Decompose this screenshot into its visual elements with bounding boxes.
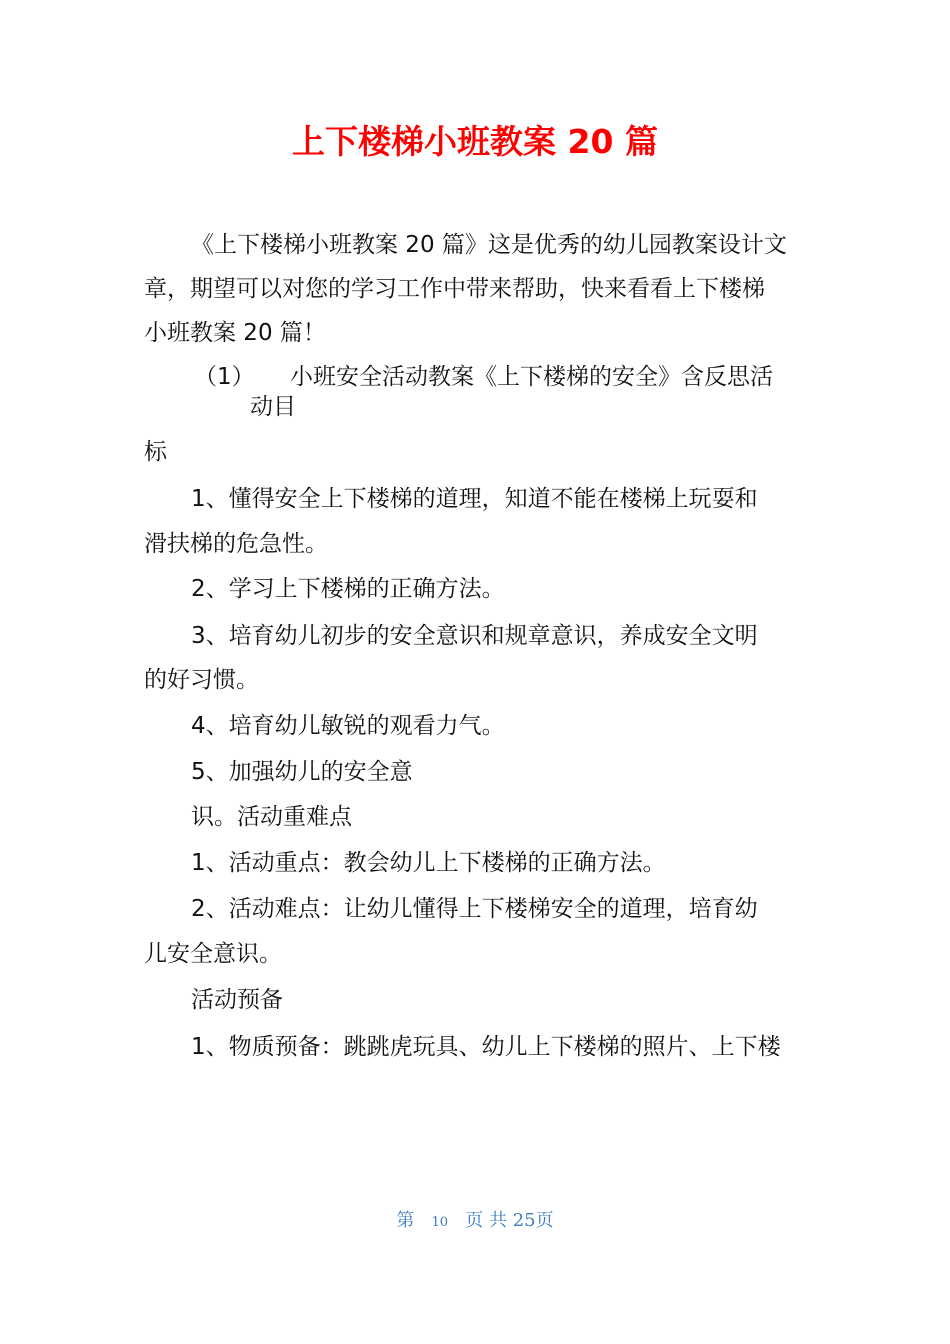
total-pages-number: 25	[512, 1210, 536, 1231]
list-item: 2、活动难点：让幼儿懂得上下楼梯安全的道理，培育幼	[191, 896, 758, 922]
footer-suffix: 页	[535, 1210, 554, 1231]
paragraph-line: 标	[144, 439, 167, 465]
section-number: （1）	[194, 364, 255, 390]
list-item: 3、培育幼儿初步的安全意识和规章意识，养成安全文明	[191, 623, 758, 649]
section-heading: 活动预备	[191, 987, 283, 1013]
list-item: 1、活动重点：教会幼儿上下楼梯的正确方法。	[191, 850, 666, 876]
list-item: 2、学习上下楼梯的正确方法。	[191, 576, 505, 602]
footer-middle: 页 共	[465, 1210, 507, 1231]
paragraph-line: 小班教案 20 篇！	[144, 320, 326, 346]
document-title: 上下楼梯小班教案 20 篇	[292, 122, 658, 161]
section-heading: 小班安全活动教案《上下楼梯的安全》含反思活	[290, 364, 773, 390]
paragraph-line: 章，期望可以对您的学习工作中带来帮助，快来看看上下楼梯	[144, 276, 765, 302]
list-item: 1、懂得安全上下楼梯的道理，知道不能在楼梯上玩耍和	[191, 486, 758, 512]
paragraph-line: 的好习惯。	[144, 667, 259, 693]
list-item: 5、加强幼儿的安全意	[191, 759, 413, 785]
paragraph-line: 《上下楼梯小班教案 20 篇》这是优秀的幼儿园教案设计文	[191, 232, 787, 258]
current-page-number: 10	[431, 1215, 449, 1230]
page-footer	[0, 1206, 950, 1232]
paragraph-line: 滑扶梯的危急性。	[144, 531, 328, 557]
list-item: 4、培育幼儿敏锐的观看力气。	[191, 713, 505, 739]
section-heading: 识。活动重难点	[191, 804, 352, 830]
list-item: 1、物质预备：跳跳虎玩具、幼儿上下楼梯的照片、上下楼	[191, 1034, 781, 1060]
section-heading-wrap: 动目	[250, 394, 296, 420]
paragraph-line: 儿安全意识。	[144, 941, 282, 967]
footer-prefix: 第	[396, 1210, 415, 1231]
